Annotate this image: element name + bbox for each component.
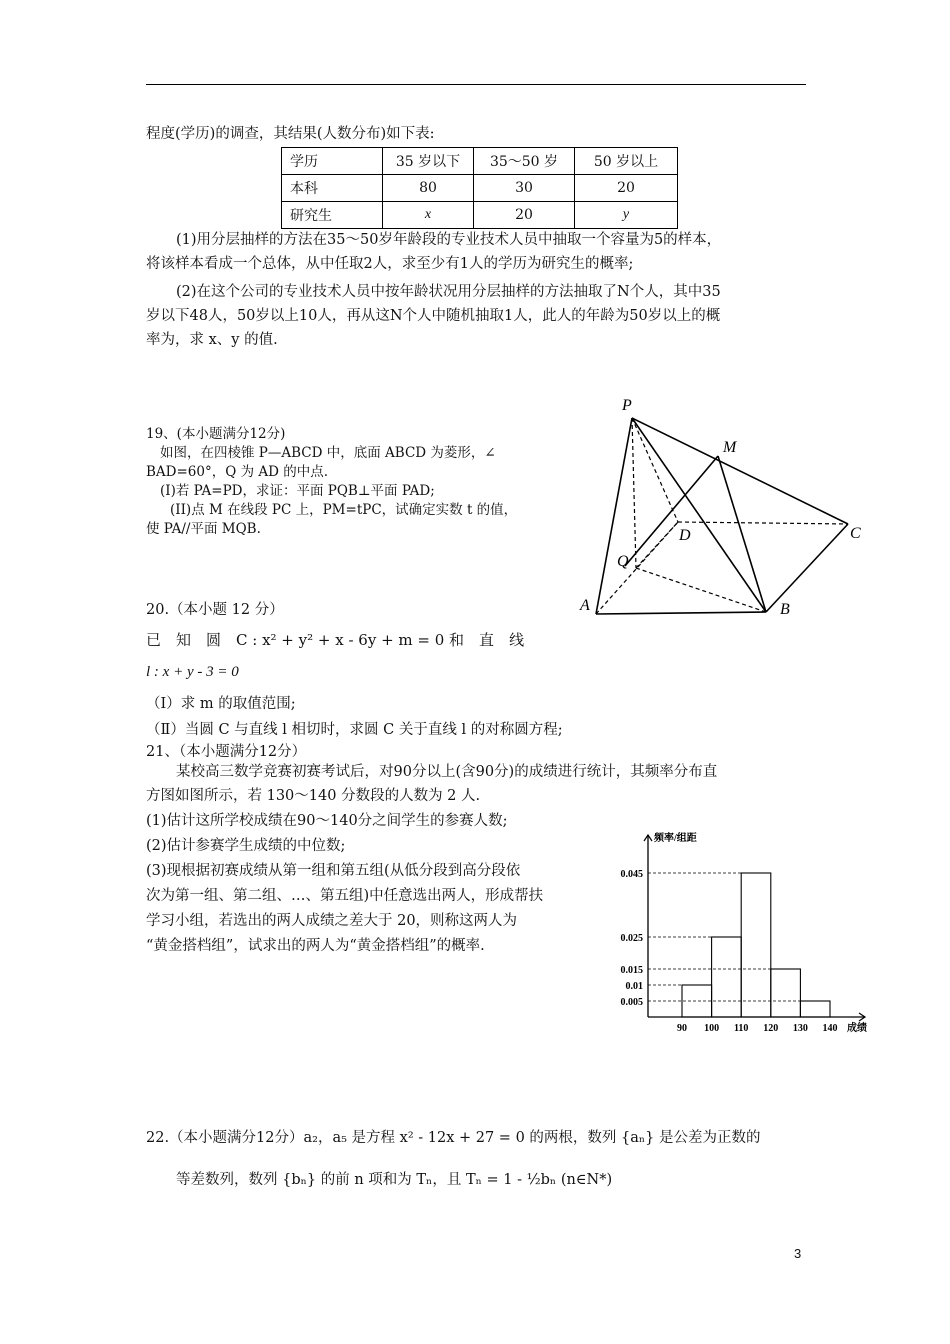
q22-line2: 等差数列，数列 {bₙ} 的前 n 项和为 Tₙ，且 Tₙ = 1 - ½bₙ (n∈N*) <box>176 1172 613 1188</box>
q21-line7: 学习小组，若选出的两人成绩之差大于 20，则称这两人为 <box>146 913 518 929</box>
q19-line5: 使 PA//平面 MQB. <box>146 521 261 537</box>
intro-text: 程度(学历)的调查，其结果(人数分布)如下表: <box>146 126 435 142</box>
y-axis-label: 频率/组距 <box>654 833 697 844</box>
q21-line6: 次为第一组、第二组、…、第五组)中任意选出两人，形成帮扶 <box>146 888 544 904</box>
histogram-bar <box>741 873 771 1017</box>
histogram-bar <box>800 1001 830 1017</box>
y-tick-label: 0.015 <box>620 965 643 976</box>
x-tick-label: 110 <box>733 1023 749 1034</box>
table-cell: 本科 <box>282 175 383 202</box>
q19-line1: 如图，在四棱锥 P—ABCD 中，底面 ABCD 为菱形，∠ <box>160 445 496 461</box>
q20-line1: 已 知 圆 C : x² + y² + x - 6y + m = 0 和 直 线 <box>146 631 525 649</box>
table-header-cell: 学历 <box>282 148 383 175</box>
label-b: B <box>780 601 790 618</box>
histogram-bar <box>712 937 742 1017</box>
label-p: P <box>622 397 632 414</box>
x-axis-label: 成绩 <box>847 1023 867 1034</box>
label-q: Q <box>617 553 629 570</box>
q21-title: 21、（本小题满分12分） <box>146 744 307 760</box>
label-d: D <box>679 527 691 544</box>
y-tick-label: 0.005 <box>620 997 643 1008</box>
x-tick-label: 130 <box>792 1023 808 1034</box>
y-tick-label: 0.025 <box>620 933 643 944</box>
pyramid-figure <box>570 390 870 630</box>
x-tick-label: 100 <box>704 1023 720 1034</box>
q18-part2-line1: (2)在这个公司的专业技术人员中按年龄状况用分层抽样的方法抽取了N个人，其中35 <box>176 284 721 300</box>
table-cell: 研究生 <box>282 202 383 229</box>
q20-line2: l : x + y - 3 = 0 <box>146 664 239 680</box>
y-tick-label: 0.01 <box>625 981 643 992</box>
page-number: 3 <box>794 1246 802 1261</box>
histogram-bar <box>682 985 712 1017</box>
table-cell: 80 <box>383 175 474 202</box>
table-header-cell: 35 岁以下 <box>383 148 474 175</box>
q21-line5: (3)现根据初赛成绩从第一组和第五组(从低分段到高分段依 <box>146 863 521 879</box>
education-table <box>281 147 678 229</box>
y-tick-label: 0.045 <box>620 869 643 880</box>
q22-line1: 22.（本小题满分12分）a₂，a₅ 是方程 x² - 12x + 27 = 0 的两根，数列 {aₙ} 是公差为正数的 <box>146 1130 761 1146</box>
q19-line4: (II)点 M 在线段 PC 上，PM=tPC，试确定实数 t 的值， <box>170 502 518 518</box>
q20-title: 20.（本小题 12 分） <box>146 602 284 618</box>
q19-line2: BAD=60°，Q 为 AD 的中点. <box>146 464 329 480</box>
label-a: A <box>580 597 590 614</box>
q18-part2-line3: 率为，求 x、y 的值. <box>146 332 278 348</box>
histogram-bar <box>771 969 801 1017</box>
q19-title: 19、(本小题满分12分) <box>146 426 286 442</box>
q18-part1-line1: (1)用分层抽样的方法在35～50岁年龄段的专业技术人员中抽取一个容量为5的样本， <box>176 232 722 248</box>
q20-line4: （Ⅱ）当圆 C 与直线 l 相切时，求圆 C 关于直线 l 的对称圆方程; <box>146 722 563 738</box>
table-cell: 30 <box>474 175 575 202</box>
q21-line2: 方图如图所示，若 130～140 分数段的人数为 2 人. <box>146 788 481 804</box>
frequency-histogram <box>600 820 880 1040</box>
q18-part2-line2: 岁以下48人，50岁以上10人，再从这N个人中随机抽取1人，此人的年龄为50岁以上的概 <box>146 308 721 324</box>
table-cell: 20 <box>474 202 575 229</box>
table-cell: y <box>575 202 678 229</box>
table-header-cell: 35～50 岁 <box>474 148 575 175</box>
label-c: C <box>850 525 861 542</box>
q21-line3: (1)估计这所学校成绩在90～140分之间学生的参赛人数; <box>146 813 508 829</box>
q18-part1-line2: 将该样本看成一个总体，从中任取2人，求至少有1人的学历为研究生的概率; <box>146 256 634 272</box>
q21-line1: 某校高三数学竞赛初赛考试后，对90分以上(含90分)的成绩进行统计，其频率分布直 <box>176 764 718 780</box>
x-tick-label: 120 <box>763 1023 779 1034</box>
table-cell: 20 <box>575 175 678 202</box>
q21-line4: (2)估计参赛学生成绩的中位数; <box>146 838 346 854</box>
table-header-cell: 50 岁以上 <box>575 148 678 175</box>
header-rule <box>146 84 806 85</box>
x-tick-label: 90 <box>677 1023 687 1034</box>
q21-line8: “黄金搭档组”，试求出的两人为“黄金搭档组”的概率. <box>146 938 485 954</box>
q19-line3: (I)若 PA=PD，求证：平面 PQB⊥平面 PAD; <box>160 483 435 499</box>
q20-line3: （Ⅰ）求 m 的取值范围; <box>146 696 296 712</box>
x-tick-label: 140 <box>822 1023 838 1034</box>
label-m: M <box>723 439 737 456</box>
table-cell: x <box>383 202 474 229</box>
